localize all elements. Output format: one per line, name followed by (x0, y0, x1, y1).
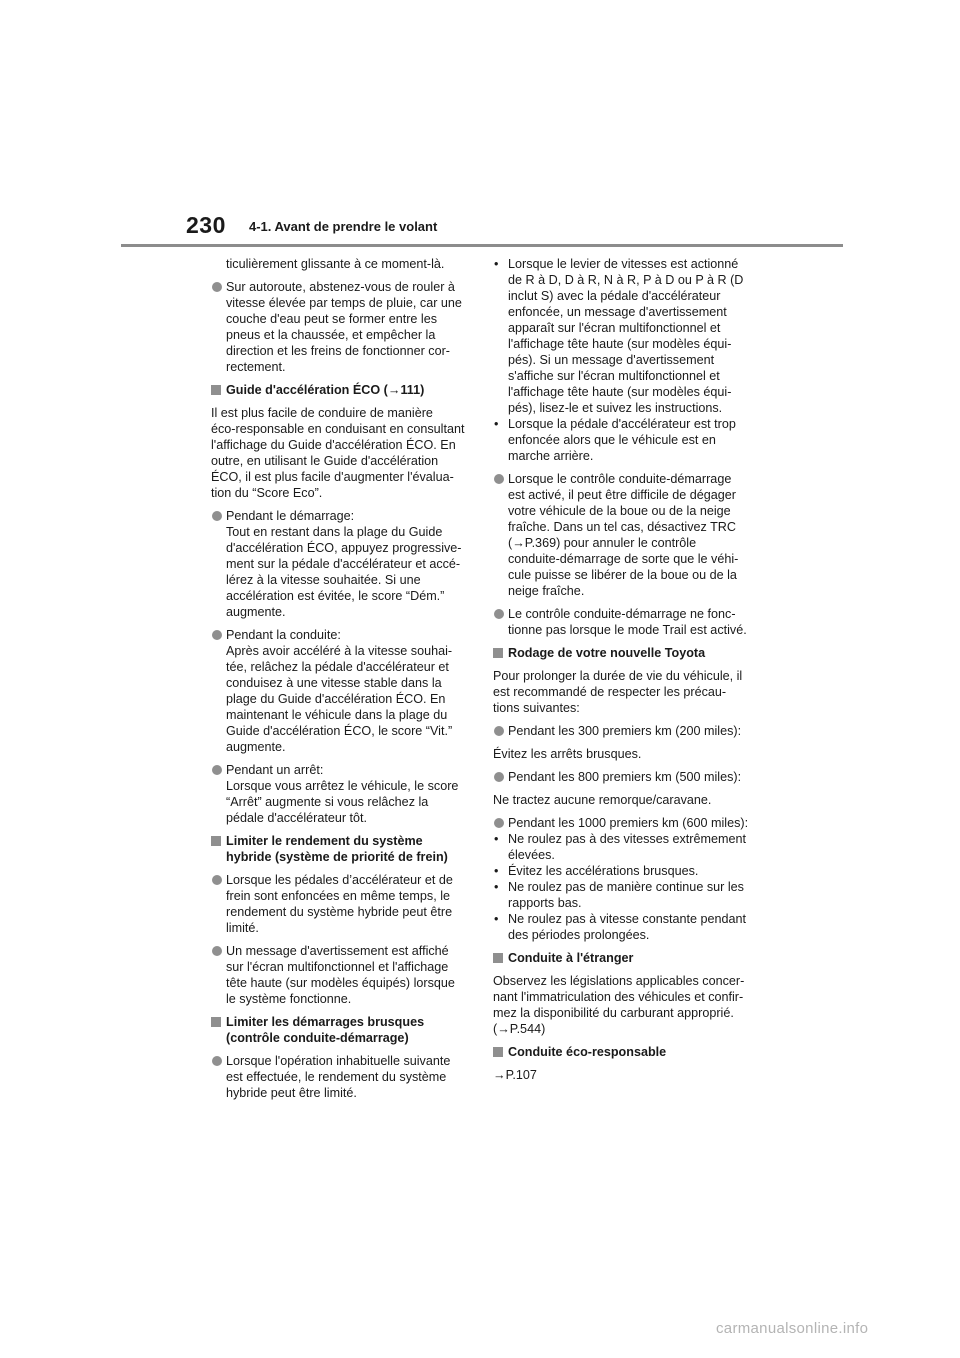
paragraph-continued (211, 256, 467, 272)
text-line: conduisez à une vitesse stable dans la (226, 676, 442, 690)
text-line: enfoncée, un message d'avertissement (508, 305, 727, 319)
paragraph-etranger (493, 973, 755, 1037)
text-line: nant l'immatriculation des véhicules et confir- (493, 990, 744, 1004)
text-line: Ne tractez aucune remorque/caravane. (493, 793, 712, 807)
text-line: Un message d'avertissement est affiché (226, 944, 449, 958)
text-line: ÉCO, il est plus facile d'augmenter l'évalua- (211, 470, 454, 484)
text-line: augmente. (226, 605, 286, 619)
text-line: frein sont enfoncées en même temps, le (226, 889, 451, 903)
text-line: l'affichage du Guide d'accélération ÉCO. En (211, 438, 456, 452)
text-line: est effectuée, le rendement du système (226, 1070, 447, 1084)
text-line: Limiter le rendement du système (226, 834, 423, 848)
text-line: Lorsque vous arrêtez le véhicule, le score (226, 779, 459, 793)
text-line: votre véhicule de la boue ou de la neige (508, 504, 731, 518)
bullet-1000km (493, 815, 755, 831)
dash-item-levier (493, 256, 755, 416)
text-line: Le contrôle conduite-démarrage ne fonc- (508, 607, 736, 621)
paragraph-eco-responsable (493, 1067, 755, 1083)
text-line: Conduite éco-responsable (508, 1045, 667, 1059)
heading-rodage (493, 645, 755, 661)
dash-item-accelerations (493, 863, 755, 879)
text-line: maintenant le véhicule dans la plage du (226, 708, 448, 722)
text-line: marche arrière. (508, 449, 594, 463)
text-line: sur l'écran multifonctionnel et l'affichage (226, 960, 449, 974)
bullet-trail (493, 606, 755, 638)
text-line: l'affichage tête haute (sur modèles équi- (508, 337, 732, 351)
text-line: • Ne roulez pas à des vitesses extrêmement (508, 832, 746, 846)
bullet-controle-actif (493, 471, 755, 599)
text-line: tête haute (sur modèles équipés) lorsque (226, 976, 455, 990)
text-line: tion du “Score Eco”. (211, 486, 323, 500)
text-line: hybride peut être limité. (226, 1086, 357, 1100)
text-line: • Lorsque le levier de vitesses est actionné (508, 257, 739, 271)
heading-etranger (493, 950, 755, 966)
text-line: couche d'eau peut se former entre les (226, 312, 438, 326)
text-line: Il est plus facile de conduire de manière (211, 406, 433, 420)
text-line: inclut S) avec la pédale d'accélérateur (508, 289, 721, 303)
text-line: ment sur la pédale d'accélérateur et accé- (226, 557, 461, 571)
bullet-800km (493, 769, 755, 785)
header-divider (121, 244, 843, 247)
text-line: Lorsque les pédales d’accélérateur et de (226, 873, 453, 887)
text-line: Observez les législations applicables concer- (493, 974, 745, 988)
text-line: s'affiche sur l'écran multifonctionnel et (508, 369, 720, 383)
text-line: élevées. (508, 848, 555, 862)
text-line: tée, relâchez la pédale d'accélérateur et (226, 660, 449, 674)
text-line: Sur autoroute, abstenez-vous de rouler à (226, 280, 455, 294)
dash-item-pedale-trop (493, 416, 755, 464)
text-line: • Lorsque la pédale d'accélérateur est trop (508, 417, 736, 431)
text-line: plage du Guide d'accélération ÉCO. En (226, 692, 446, 706)
bullet-demarrage (211, 508, 467, 620)
dash-item-vitesses (493, 831, 755, 863)
text-line: des périodes prolongées. (508, 928, 650, 942)
heading-eco-responsable (493, 1044, 755, 1060)
text-line: “Arrêt” augmente si vous relâchez la (226, 795, 429, 809)
watermark: carmanualsonline.info (716, 1320, 869, 1337)
text-line: Limiter les démarrages brusques (226, 1015, 425, 1029)
text-line: pés). Si un message d'avertissement (508, 353, 715, 367)
heading-guide-eco (211, 382, 467, 398)
text-line: Évitez les arrêts brusques. (493, 747, 642, 761)
text-line: (contrôle conduite-démarrage) (226, 1031, 409, 1045)
text-line: outre, en utilisant le Guide d'accélération (211, 454, 439, 468)
text-line: Pendant un arrêt: (226, 763, 324, 777)
text-line: Lorsque l'opération inhabituelle suivante (226, 1054, 451, 1068)
dash-item-rapports (493, 879, 755, 911)
text-line: d'accélération ÉCO, appuyez progressive- (226, 541, 462, 555)
paragraph-rodage (493, 668, 755, 716)
text-line: →P.107 (493, 1068, 537, 1082)
bullet-message (211, 943, 467, 1007)
bullet-conduite (211, 627, 467, 755)
text-line: limité. (226, 921, 259, 935)
text-line: Pendant les 1000 premiers km (600 miles): (508, 816, 749, 830)
heading-limiter-rendement (211, 833, 467, 865)
left-column (211, 256, 467, 1108)
text-line: rectement. (226, 360, 286, 374)
section-title: 4-1. Avant de prendre le volant (249, 219, 438, 234)
text-line: pneus et la chaussée, et empêcher la (226, 328, 436, 342)
text-line: Pendant les 800 premiers km (500 miles): (508, 770, 742, 784)
paragraph-300km (493, 746, 755, 762)
text-line: rapports bas. (508, 896, 582, 910)
page-number: 230 (186, 212, 226, 238)
dash-item-constante (493, 911, 755, 943)
text-line: Pour prolonger la durée de vie du véhicule, il (493, 669, 743, 683)
text-line: direction et les freins de fonctionner cor- (226, 344, 451, 358)
text-line: fraîche. Dans un tel cas, désactivez TRC (508, 520, 736, 534)
paragraph-800km (493, 792, 755, 808)
text-line: est recommandé de respecter les précau- (493, 685, 727, 699)
bullet-autoroute (211, 279, 467, 375)
text-line: pédale d'accélérateur tôt. (226, 811, 368, 825)
text-line: de R à D, D à R, N à R, P à D ou P à R (D (508, 273, 744, 287)
text-line: rendement du système hybride peut être (226, 905, 453, 919)
bullet-operation (211, 1053, 467, 1101)
text-line: hybride (système de priorité de frein) (226, 850, 448, 864)
text-line: (→P.369) pour annuler le contrôle (508, 536, 697, 550)
text-line: cule puisse se libérer de la boue ou de la (508, 568, 737, 582)
text-line: le système fonctionne. (226, 992, 352, 1006)
text-line: Lorsque le contrôle conduite-démarrage (508, 472, 732, 486)
heading-demarrages-brusques (211, 1014, 467, 1046)
text-line: apparaît sur l'écran multifonctionnel et (508, 321, 721, 335)
bullet-arret (211, 762, 467, 826)
text-line: • Ne roulez pas à vitesse constante pendant (508, 912, 747, 926)
text-line: enfoncée alors que le véhicule est en (508, 433, 716, 447)
text-line: • Évitez les accélérations brusques. (508, 864, 699, 878)
text-line: Après avoir accéléré à la vitesse souhai- (226, 644, 453, 658)
text-line: conduite-démarrage de sorte que le véhi- (508, 552, 739, 566)
text-line: (→P.544) (493, 1022, 546, 1036)
text-line: vitesse élevée par temps de pluie, car une (226, 296, 462, 310)
text-line: lérez à la vitesse souhaitée. Si une (226, 573, 421, 587)
paragraph-guide-eco (211, 405, 467, 501)
text-line: Guide d'accélération ÉCO, le score “Vit.” (226, 724, 453, 738)
text-line: tionne pas lorsque le mode Trail est activé. (508, 623, 747, 637)
text-line: Pendant les 300 premiers km (200 miles): (508, 724, 742, 738)
bullet-pedales (211, 872, 467, 936)
text-line: Rodage de votre nouvelle Toyota (508, 646, 706, 660)
text-line: mez la disponibilité du carburant approprié. (493, 1006, 734, 1020)
text-line: l'affichage tête haute (sur modèles équi- (508, 385, 732, 399)
text-line: Conduite à l'étranger (508, 951, 634, 965)
text-line: neige fraîche. (508, 584, 585, 598)
text-line: • Ne roulez pas de manière continue sur les (508, 880, 744, 894)
text-line: Pendant le démarrage: (226, 509, 355, 523)
text-line: est activé, il peut être difficile de dégager (508, 488, 736, 502)
text-line: Guide d'accélération ÉCO (→111) (226, 383, 425, 397)
text-line: augmente. (226, 740, 286, 754)
text-line: ticulièrement glissante à ce moment-là. (226, 257, 445, 271)
text-line: accélération est évitée, le score “Dém.” (226, 589, 445, 603)
text-line: tions suivantes: (493, 701, 580, 715)
right-column (493, 256, 755, 1090)
text-line: Pendant la conduite: (226, 628, 341, 642)
text-line: Tout en restant dans la plage du Guide (226, 525, 443, 539)
text-line: éco-responsable en conduisant en consultant (211, 422, 465, 436)
text-line: pés), lisez-le et suivez les instructions. (508, 401, 723, 415)
bullet-300km (493, 723, 755, 739)
